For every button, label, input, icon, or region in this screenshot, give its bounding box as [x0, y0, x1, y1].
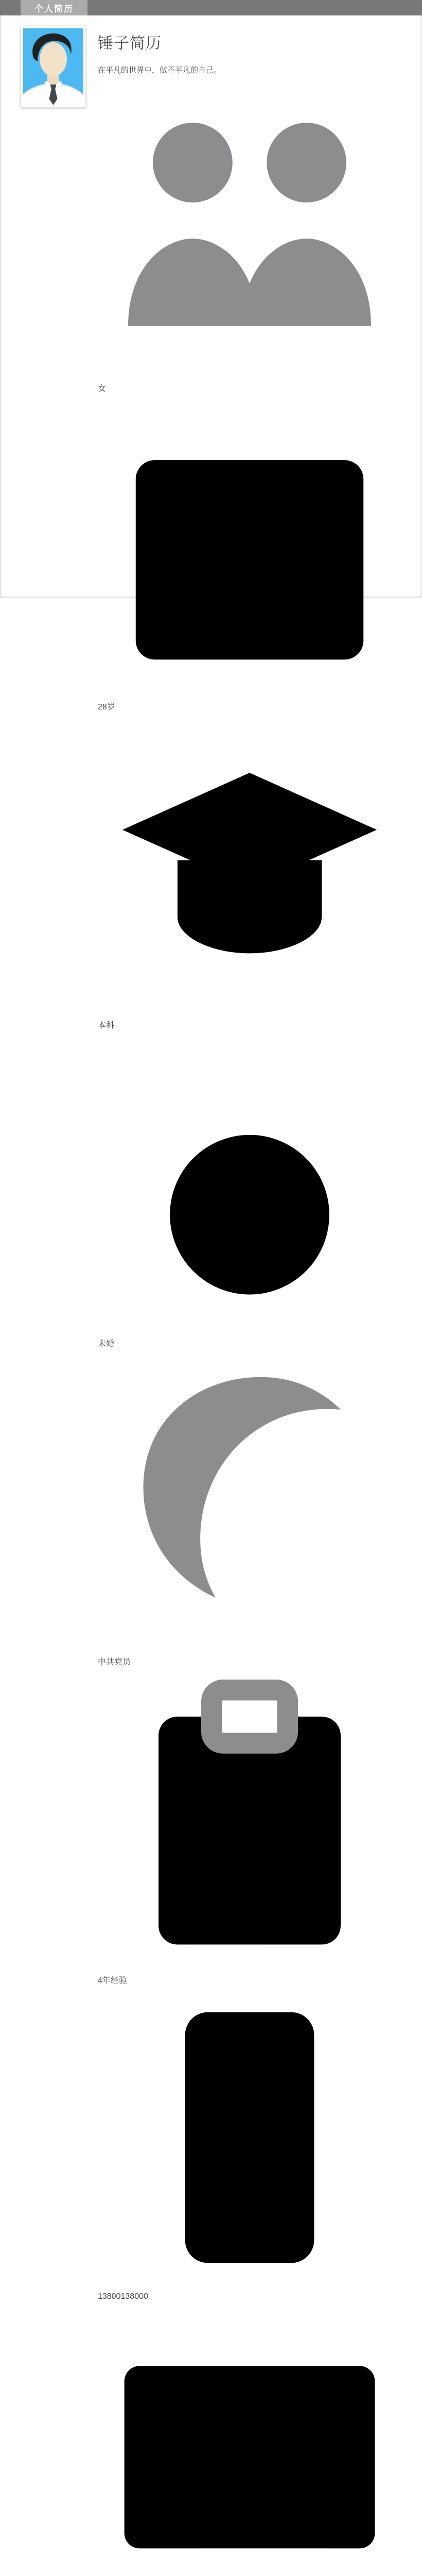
experience-icon: [98, 1964, 401, 1973]
field-degree-value: 本科: [98, 1021, 115, 1030]
field-party-value: 中共党员: [98, 1658, 131, 1667]
profile-header: [0, 15, 422, 2576]
field-experience: [98, 1667, 401, 1986]
avatar: [21, 26, 86, 108]
profile-info: [98, 26, 401, 2576]
field-gender: [98, 75, 401, 394]
candidate-name: 锤子简历: [98, 35, 162, 52]
avatar-illustration: [23, 28, 83, 105]
field-marital-value: 未婚: [98, 1340, 115, 1348]
field-phone-value: 13800138000: [98, 2292, 148, 2301]
field-email: [98, 2301, 401, 2576]
banner-label: 个人简历: [34, 4, 74, 14]
gender-icon: [98, 372, 401, 381]
phone-icon: [98, 2283, 401, 2292]
age-icon: [98, 691, 401, 700]
top-banner: [0, 0, 422, 15]
field-party: [98, 1349, 401, 1667]
field-marital: [98, 1030, 401, 1349]
tagline: 在平凡的世界中，做不平凡的自己。: [98, 66, 222, 75]
banner-tab: [21, 0, 87, 15]
field-degree: [98, 712, 401, 1030]
field-phone: [98, 1986, 401, 2301]
degree-icon: [98, 1009, 401, 1018]
field-age: [98, 394, 401, 712]
party-icon: [98, 1646, 401, 1655]
field-age-value: 28岁: [98, 703, 115, 711]
field-gender-value: 女: [98, 384, 107, 393]
profile-fields: [98, 75, 401, 2576]
field-experience-value: 4年经验: [98, 1976, 127, 1985]
marital-icon: [98, 1328, 401, 1336]
